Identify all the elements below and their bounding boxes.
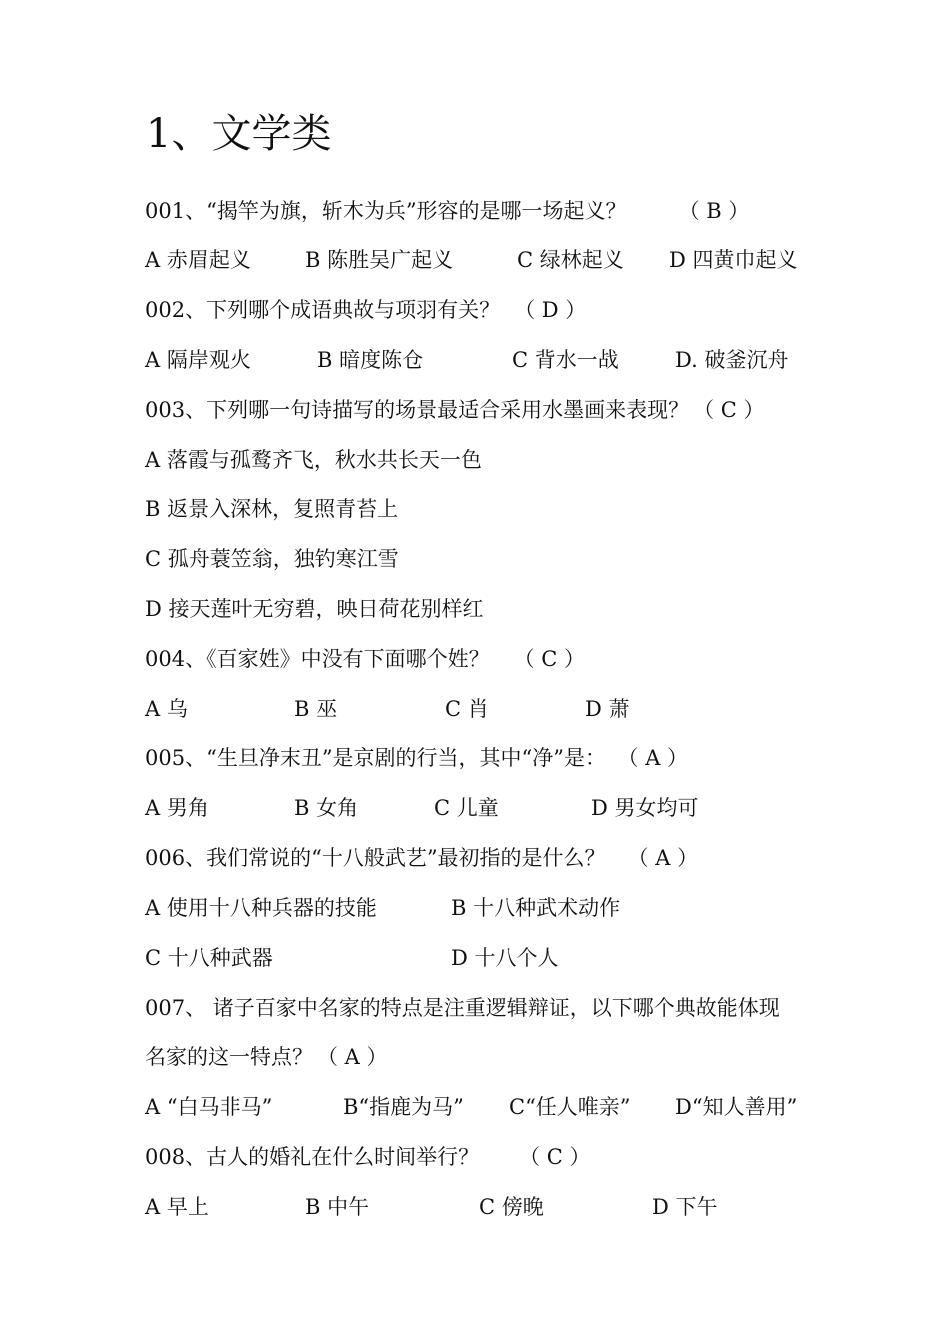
question-008 (145, 1142, 591, 1172)
option-c: C“任人唯亲” (509, 1095, 631, 1119)
option-c: C 儿童 (434, 796, 499, 820)
option-003-c: C 孤舟蓑笠翁，独钓寒江雪 (145, 547, 399, 571)
question-stem: 名家的这一特点？ (145, 1045, 313, 1069)
option-a: A 使用十八种兵器的技能 (145, 896, 377, 920)
option-b: B 中午 (305, 1195, 370, 1219)
option-a: A 赤眉起义 (145, 248, 251, 272)
question-answer: （ A ） (317, 1045, 388, 1069)
question-stem: 004、《百家姓》中没有下面哪个姓？ (145, 647, 490, 671)
option-d: D. 破釜沉舟 (675, 348, 789, 372)
option-b: B 巫 (294, 697, 338, 721)
question-002 (145, 295, 586, 325)
option-b: B 暗度陈仓 (317, 348, 424, 372)
question-stem: 003、下列哪一句诗描写的场景最适合采用水墨画来表现？ (145, 398, 690, 422)
question-stem: 008、古人的婚礼在什么时间举行？ (145, 1145, 480, 1169)
option-d: D“知人善用” (675, 1095, 798, 1119)
option-d: D 下午 (652, 1195, 718, 1219)
question-007-cont (145, 1042, 388, 1072)
option-b: B 陈胜吴广起义 (305, 248, 454, 272)
option-003-d: D 接天莲叶无穷碧，映日荷花别样红 (145, 597, 484, 621)
section-title: 1、文学类 (146, 111, 332, 157)
option-c: C 绿林起义 (517, 248, 624, 272)
option-a: A 早上 (145, 1195, 209, 1219)
option-c: C 十八种武器 (145, 946, 273, 970)
option-c: C 背水一战 (512, 348, 619, 372)
question-answer: （ C ） (519, 1145, 591, 1169)
question-stem: 006、我们常说的“十八般武艺”最初指的是什么？ (145, 846, 606, 870)
option-a: A 男角 (145, 796, 209, 820)
option-d: D 四黄巾起义 (669, 248, 798, 272)
question-005 (145, 743, 688, 773)
option-b: B 女角 (294, 796, 359, 820)
option-d: D 十八个人 (451, 946, 559, 970)
question-answer: （ D ） (514, 298, 587, 322)
option-b: B 十八种武术动作 (451, 896, 621, 920)
question-stem: 001、“揭竿为旗，斩木为兵”形容的是哪一场起义？ (145, 199, 627, 223)
question-004 (145, 644, 585, 674)
question-007: 007、 诸子百家中名家的特点是注重逻辑辩证，以下哪个典故能体现 (145, 996, 780, 1020)
question-answer: （ A ） (627, 846, 699, 870)
question-answer: （ C ） (693, 398, 765, 422)
option-a: A 隔岸观火 (145, 348, 251, 372)
option-a: A 乌 (145, 697, 188, 721)
option-d: D 萧 (585, 697, 630, 721)
question-006 (145, 843, 698, 873)
question-answer: （ A ） (628, 746, 689, 770)
option-a: A “白马非马” (145, 1095, 273, 1119)
option-b: B“指鹿为马” (343, 1095, 464, 1119)
question-001 (145, 196, 749, 226)
question-answer: （ C ） (513, 647, 586, 671)
option-c: C 傍晚 (479, 1195, 544, 1219)
question-stem: 005、“生旦净末丑”是京剧的行当，其中“净”是： (145, 746, 607, 770)
question-stem: 002、下列哪个成语典故与项羽有关？ (145, 298, 501, 322)
option-003-a: A 落霞与孤鹜齐飞，秋水共长天一色 (145, 448, 482, 472)
option-c: C 肖 (445, 697, 489, 721)
question-003 (145, 395, 765, 425)
question-answer: （ B ） (678, 199, 750, 223)
option-003-b: B 返景入深林，复照青苔上 (145, 497, 399, 521)
option-d: D 男女均可 (591, 796, 699, 820)
